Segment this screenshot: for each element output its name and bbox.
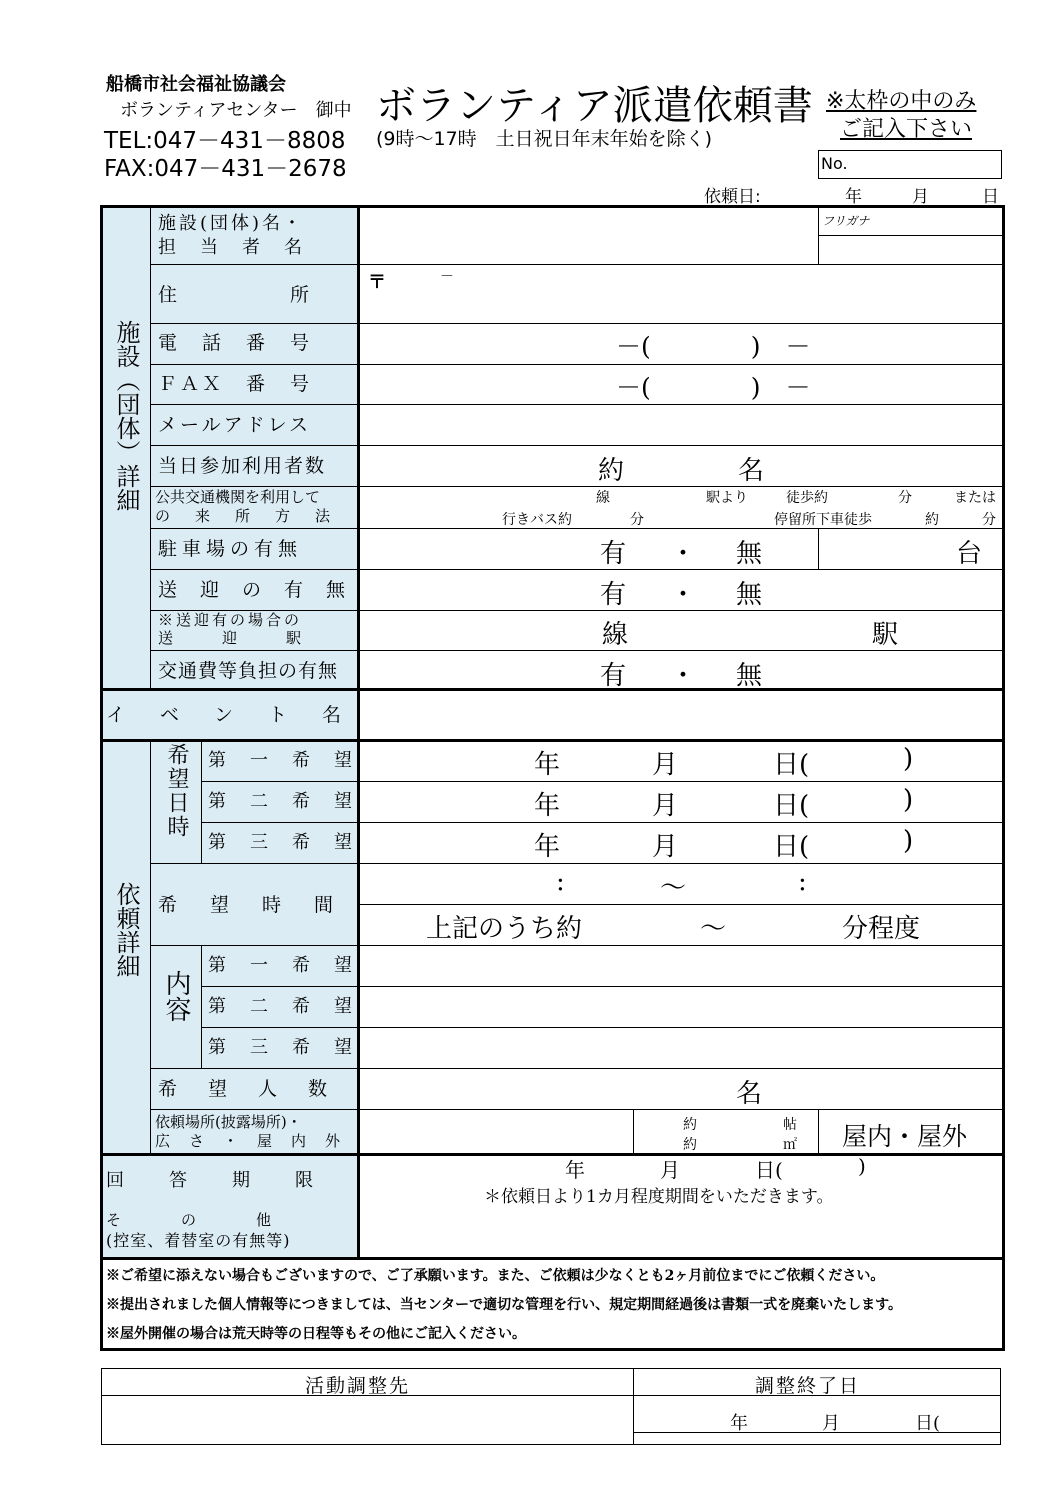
deadline-label: 回 答 期 限	[106, 1170, 316, 1191]
content-pref2-label: 第 二 希 望	[208, 996, 355, 1017]
furigana-label: フリガナ	[822, 214, 870, 228]
content-pref2-input[interactable]	[362, 989, 998, 1025]
date-pref3-close: )	[903, 826, 914, 856]
transit-line2-e: 分	[982, 512, 996, 528]
facility-name-label-1: 施設(団体)名・	[158, 213, 305, 234]
content-pref1-input[interactable]	[362, 948, 998, 984]
content-pref1-label: 第 一 希 望	[208, 955, 355, 976]
event-name-label: イ ベ ン ト 名	[106, 704, 350, 726]
document-number-label: No.	[821, 154, 848, 173]
participants-unit: 名	[738, 456, 765, 486]
time-minutes: 分程度	[842, 914, 921, 944]
instruction-line1: ※太枠の中のみ	[826, 89, 977, 114]
transit-label-2: の 来 所 方 法	[155, 507, 336, 525]
other-label-1: そ の 他	[106, 1211, 272, 1229]
date-pref2-year: 年	[534, 791, 561, 821]
other-input[interactable]	[362, 1211, 998, 1255]
time-of-which: 上記のうち約	[426, 914, 583, 944]
date-pref1-month: 月	[652, 750, 679, 780]
office-hours: (9時～17時 土日祝日年末年始を除く)	[376, 128, 713, 150]
pickup-yes[interactable]: 有	[600, 580, 627, 610]
end-date-month: 月	[822, 1413, 840, 1434]
parking-yes[interactable]: 有	[600, 539, 627, 569]
transit-line1-b: 駅より	[706, 490, 748, 506]
date-pref2-close: )	[903, 785, 914, 815]
transit-line1-c: 徒歩約	[786, 490, 828, 506]
transit-line1-a: 線	[596, 490, 610, 506]
pickup-line-unit: 線	[602, 620, 629, 650]
date-pref3-day: 日(	[773, 832, 810, 862]
parking-no[interactable]: 無	[736, 539, 763, 569]
transit-line2-c: 停留所下車徒歩	[774, 512, 872, 528]
email-label: メールアドレス	[158, 414, 312, 436]
date-pref3-month: 月	[652, 832, 679, 862]
participants-about: 約	[598, 456, 625, 486]
date-pref1-close: )	[903, 744, 914, 774]
org-name: 船橋市社会福祉協議会	[106, 74, 286, 95]
facility-name-input[interactable]	[362, 209, 814, 262]
date-pref2-label: 第 二 希 望	[208, 791, 355, 812]
headcount-unit: 名	[736, 1079, 763, 1109]
other-label-2: (控室、着替室の有無等)	[106, 1231, 291, 1250]
date-pref1-year: 年	[534, 750, 561, 780]
fax-label: ＦＡＸ 番 号	[158, 373, 313, 395]
time-start-colon: :	[556, 867, 565, 897]
request-section-label: 依頼詳細	[112, 882, 140, 978]
deadline-year: 年	[565, 1158, 585, 1182]
transit-line1-d: 分	[898, 490, 912, 506]
pickup-station-label-2: 送 迎 駅	[158, 629, 303, 647]
request-date-label: 依頼日:	[704, 187, 761, 207]
time-label: 希 望 時 間	[158, 894, 341, 916]
deadline-day: 日(	[755, 1158, 783, 1182]
date-pref3-label: 第 三 希 望	[208, 832, 355, 853]
date-pref3-year: 年	[534, 832, 561, 862]
transit-line1-e: または	[954, 490, 996, 506]
email-input[interactable]	[362, 407, 998, 443]
fax-input[interactable]: －( ) －	[616, 373, 811, 402]
postal-dash: －	[440, 269, 454, 285]
venue-about-2: 約	[683, 1137, 697, 1153]
transit-line2-d: 約	[925, 512, 939, 528]
date-pref1-label: 第 一 希 望	[208, 750, 355, 771]
note-2: ※提出されました個人情報等につきましては、当センターで適切な管理を行い、規定期間経過後は書類一式を廃棄いたします。	[106, 1297, 903, 1313]
pickup-station-label-1: ※送迎有の場合の	[158, 611, 303, 629]
fax-number: FAX:047－431－2678	[104, 156, 347, 182]
date-group-label: 希望日時	[164, 743, 189, 839]
transport-cost-label: 交通費等負担の有無	[158, 660, 339, 682]
time-end-colon: :	[798, 867, 807, 897]
deadline-month: 月	[660, 1158, 680, 1182]
document-number-box[interactable]	[818, 150, 1002, 179]
parking-unit: 台	[956, 539, 983, 569]
venue-about-1: 約	[683, 1117, 697, 1133]
transit-line2-b: 分	[630, 512, 644, 528]
pickup-no[interactable]: 無	[736, 580, 763, 610]
request-date-month: 月	[912, 187, 929, 207]
end-date-day: 日(	[915, 1413, 941, 1434]
phone-label: 電 話 番 号	[158, 332, 313, 354]
headcount-label: 希 望 人 数	[158, 1078, 334, 1100]
tel-number: TEL:047－431－8808	[104, 128, 346, 154]
time-tilde: ～	[660, 873, 687, 903]
note-3: ※屋外開催の場合は荒天時等の日程等もその他にご記入ください。	[106, 1326, 526, 1342]
phone-input[interactable]: －( ) －	[616, 332, 811, 361]
end-date-year: 年	[730, 1413, 748, 1434]
facility-section-label: 施設︵団体︶詳細	[112, 320, 140, 512]
postal-mark: 〒	[368, 272, 386, 293]
coordinator-input[interactable]	[104, 1398, 630, 1442]
note-1: ※ご希望に添えない場合もございますので、ご了承願います。また、ご依頼は少なくとも2ヶ月前位までにご依頼ください。	[106, 1268, 885, 1284]
venue-indoor-outdoor[interactable]: 屋内・屋外	[842, 1122, 968, 1151]
participants-label: 当日参加利用者数	[158, 455, 327, 477]
venue-sqm: ㎡	[783, 1137, 797, 1153]
deadline-note: ＊依頼日より1カ月程度期間をいただきます。	[484, 1187, 834, 1207]
facility-name-label-2: 担 当 者 名	[158, 237, 305, 258]
end-date-label: 調整終了日	[755, 1375, 861, 1397]
pickup-dot: ・	[670, 580, 697, 610]
request-date-day: 日	[982, 187, 999, 207]
pickup-label: 送 迎 の 有 無	[158, 579, 348, 601]
parking-label: 駐車場の有無	[158, 538, 303, 560]
instruction-line2: ご記入下さい	[840, 117, 973, 142]
address-label: 住 所	[158, 284, 313, 306]
event-name-input[interactable]	[362, 693, 998, 737]
time-range-tilde: ～	[700, 914, 727, 944]
transit-line2-a: 行きバス約	[502, 512, 572, 528]
date-pref2-month: 月	[652, 791, 679, 821]
venue-label-1: 依頼場所(披露場所)・	[155, 1113, 302, 1131]
address-input[interactable]	[362, 290, 998, 320]
coordinator-label: 活動調整先	[305, 1375, 411, 1397]
request-date-year: 年	[845, 187, 862, 207]
date-pref1-day: 日(	[773, 750, 810, 780]
venue-tatami: 帖	[783, 1117, 797, 1133]
content-pref3-input[interactable]	[362, 1030, 998, 1066]
venue-label-2: 広 さ ・ 屋 内 外	[155, 1132, 343, 1150]
date-pref2-day: 日(	[773, 791, 810, 821]
page-title: ボランティア派遣依頼書	[376, 83, 813, 129]
parking-dot: ・	[670, 539, 697, 569]
deadline-close: )	[858, 1154, 866, 1178]
furigana-input[interactable]	[822, 238, 1000, 262]
transport-cost-yes[interactable]: 有	[600, 661, 627, 691]
content-group-label: 内容	[161, 970, 191, 1022]
transport-cost-no[interactable]: 無	[736, 661, 763, 691]
transport-cost-dot: ・	[670, 661, 697, 691]
org-center: ボランティアセンター 御中	[120, 100, 352, 121]
transit-label-1: 公共交通機関を利用して	[155, 488, 321, 506]
pickup-station-unit: 駅	[872, 620, 899, 650]
content-pref3-label: 第 三 希 望	[208, 1037, 355, 1058]
